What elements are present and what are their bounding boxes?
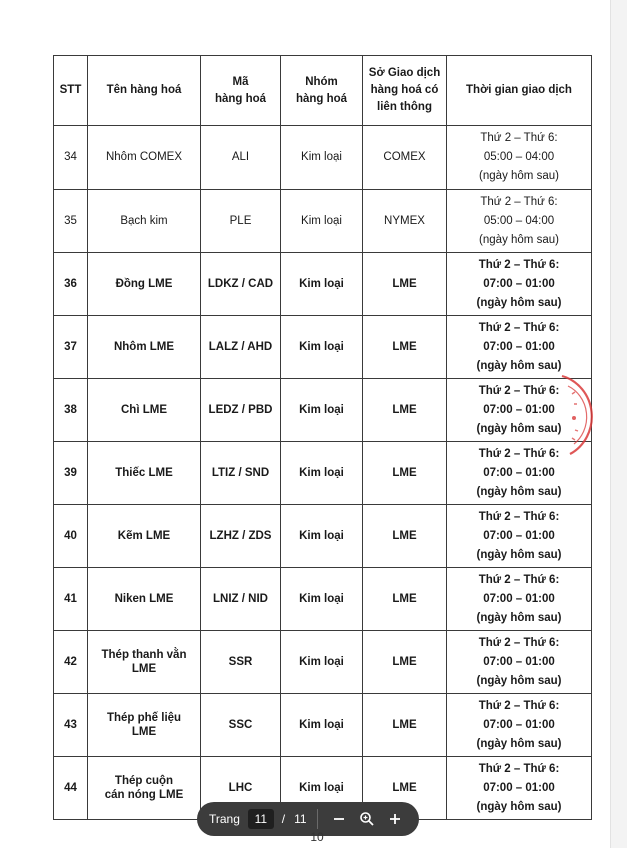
cell-exchange: LME: [363, 631, 447, 694]
table-row: [54, 631, 592, 694]
table-header-row: [54, 56, 592, 126]
header-code: Mã hàng hoá: [201, 56, 281, 126]
cell-time: Thứ 2 – Thứ 6: 05:00 – 04:00 (ngày hôm sau): [447, 190, 592, 253]
commodity-table: [53, 55, 592, 820]
cell-time: Thứ 2 – Thứ 6: 07:00 – 01:00 (ngày hôm sau): [447, 379, 592, 442]
cell-stt: 39: [54, 442, 88, 505]
toolbar-divider: [317, 809, 318, 829]
header-exchange: Sở Giao dịch hàng hoá có liên thông: [363, 56, 447, 126]
cell-code: LTIZ / SND: [201, 442, 281, 505]
cell-group: Kim loại: [281, 631, 363, 694]
magnifier-icon: [359, 811, 375, 827]
cell-group: Kim loại: [281, 190, 363, 253]
cell-name: Thép cuộn cán nóng LME: [88, 757, 201, 820]
cell-code: PLE: [201, 190, 281, 253]
header-group: Nhóm hàng hoá: [281, 56, 363, 126]
page-number: 10: [310, 830, 324, 844]
cell-time: Thứ 2 – Thứ 6: 07:00 – 01:00 (ngày hôm sau): [447, 631, 592, 694]
cell-stt: 34: [54, 126, 88, 190]
cell-stt: 42: [54, 631, 88, 694]
header-stt: STT: [54, 56, 88, 126]
cell-time: Thứ 2 – Thứ 6: 07:00 – 01:00 (ngày hôm sau): [447, 442, 592, 505]
cell-stt: 41: [54, 568, 88, 631]
cell-group: Kim loại: [281, 568, 363, 631]
cell-time: Thứ 2 – Thứ 6: 07:00 – 01:00 (ngày hôm sau): [447, 253, 592, 316]
cell-stt: 35: [54, 190, 88, 253]
table-row: [54, 694, 592, 757]
cell-stt: 38: [54, 379, 88, 442]
cell-group: Kim loại: [281, 126, 363, 190]
table-row: [54, 316, 592, 379]
cell-stt: 36: [54, 253, 88, 316]
cell-group: Kim loại: [281, 505, 363, 568]
cell-time: Thứ 2 – Thứ 6: 07:00 – 01:00 (ngày hôm sau): [447, 505, 592, 568]
minus-icon: [332, 812, 346, 826]
table-row: [54, 190, 592, 253]
total-pages: 11: [294, 812, 307, 826]
cell-code: SSC: [201, 694, 281, 757]
plus-icon: [388, 812, 402, 826]
cell-stt: 43: [54, 694, 88, 757]
cell-code: SSR: [201, 631, 281, 694]
cell-group: Kim loại: [281, 379, 363, 442]
table-row: [54, 568, 592, 631]
cell-code: LZHZ / ZDS: [201, 505, 281, 568]
table-row: [54, 505, 592, 568]
table-row: [54, 253, 592, 316]
table-row: [54, 442, 592, 505]
header-time: Thời gian giao dịch: [447, 56, 592, 126]
cell-stt: 37: [54, 316, 88, 379]
zoom-out-button[interactable]: [326, 805, 354, 833]
zoom-in-button[interactable]: [381, 805, 409, 833]
cell-name: Kẽm LME: [88, 505, 201, 568]
cell-time: Thứ 2 – Thứ 6: 07:00 – 01:00 (ngày hôm sau): [447, 757, 592, 820]
cell-code: ALI: [201, 126, 281, 190]
cell-code: LEDZ / PBD: [201, 379, 281, 442]
cell-stt: 40: [54, 505, 88, 568]
cell-exchange: COMEX: [363, 126, 447, 190]
cell-name: Thiếc LME: [88, 442, 201, 505]
cell-stt: 44: [54, 757, 88, 820]
cell-exchange: NYMEX: [363, 190, 447, 253]
cell-exchange: LME: [363, 253, 447, 316]
cell-exchange: LME: [363, 694, 447, 757]
cell-time: Thứ 2 – Thứ 6: 07:00 – 01:00 (ngày hôm sau): [447, 316, 592, 379]
cell-code: LNIZ / NID: [201, 568, 281, 631]
cell-group: Kim loại: [281, 757, 363, 820]
cell-time: Thứ 2 – Thứ 6: 07:00 – 01:00 (ngày hôm sau): [447, 694, 592, 757]
cell-name: Nhôm LME: [88, 316, 201, 379]
cell-exchange: LME: [363, 316, 447, 379]
cell-name: Nhôm COMEX: [88, 126, 201, 190]
cell-group: Kim loại: [281, 316, 363, 379]
table-row: [54, 126, 592, 190]
page-edge: [610, 0, 627, 848]
cell-code: LALZ / AHD: [201, 316, 281, 379]
page-label: Trang: [209, 812, 240, 826]
cell-name: Bạch kim: [88, 190, 201, 253]
cell-group: Kim loại: [281, 253, 363, 316]
cell-name: Thép thanh vằn LME: [88, 631, 201, 694]
cell-name: Thép phế liệu LME: [88, 694, 201, 757]
current-page-input[interactable]: 11: [248, 809, 274, 829]
cell-name: Chì LME: [88, 379, 201, 442]
cell-exchange: LME: [363, 505, 447, 568]
cell-name: Niken LME: [88, 568, 201, 631]
cell-code: LDKZ / CAD: [201, 253, 281, 316]
cell-group: Kim loại: [281, 694, 363, 757]
cell-exchange: LME: [363, 757, 447, 820]
cell-group: Kim loại: [281, 442, 363, 505]
cell-code: LHC: [201, 757, 281, 820]
table-row: [54, 379, 592, 442]
header-name: Tên hàng hoá: [88, 56, 201, 126]
page-separator: /: [281, 812, 286, 826]
cell-exchange: LME: [363, 379, 447, 442]
cell-exchange: LME: [363, 568, 447, 631]
cell-time: Thứ 2 – Thứ 6: 07:00 – 01:00 (ngày hôm sau): [447, 568, 592, 631]
zoom-fit-button[interactable]: [353, 805, 381, 833]
cell-exchange: LME: [363, 442, 447, 505]
cell-time: Thứ 2 – Thứ 6: 05:00 – 04:00 (ngày hôm sau): [447, 126, 592, 190]
cell-name: Đồng LME: [88, 253, 201, 316]
